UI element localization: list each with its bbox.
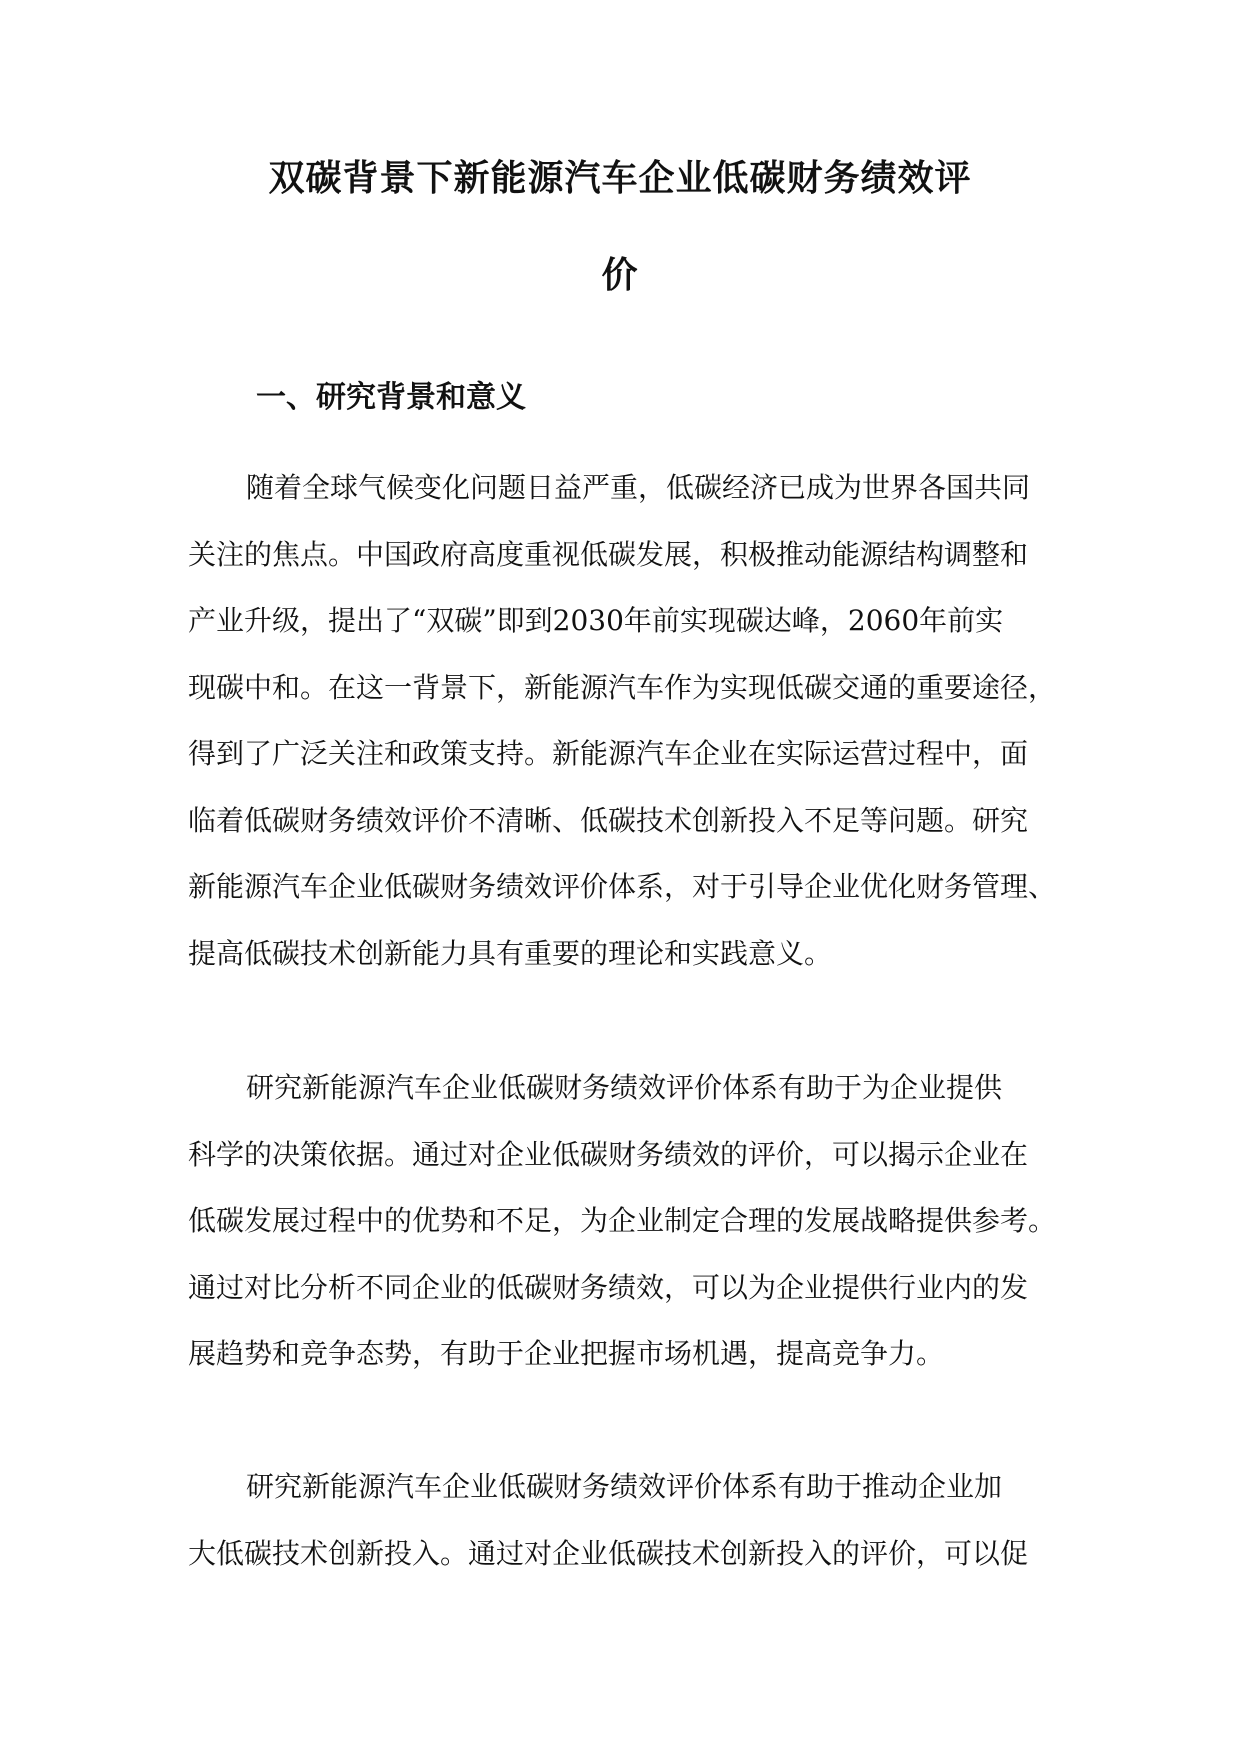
paragraph-3 <box>188 1454 1058 1587</box>
document-title-line-2: 价 <box>601 254 639 296</box>
document-title-line-1: 双碳背景下新能源汽车企业低碳财务绩效评 <box>268 157 972 199</box>
paragraph-line: 通过对比分析不同企业的低碳财务绩效，可以为企业提供行业内的发 <box>188 1270 1029 1304</box>
paragraph-line: 低碳发展过程中的优势和不足，为企业制定合理的发展战略提供参考。 <box>188 1204 1057 1237</box>
paragraph-line: 得到了广泛关注和政策支持。新能源汽车企业在实际运营过程中，面 <box>188 737 1029 770</box>
paragraph-line: 临着低碳财务绩效评价不清晰、低碳技术创新投入不足等问题。研究 <box>188 803 1029 837</box>
paragraph-line: 随着全球气候变化问题日益严重，低碳经济已成为世界各国共同 <box>246 471 1031 504</box>
paragraph-line: 展趋势和竞争态势，有助于企业把握市场机遇，提高竞争力。 <box>188 1337 945 1370</box>
paragraph-line: 新能源汽车企业低碳财务绩效评价体系，对于引导企业优化财务管理、 <box>188 870 1057 903</box>
paragraph-line: 关注的焦点。中国政府高度重视低碳发展，积极推动能源结构调整和 <box>188 537 1029 571</box>
paragraph-line: 现碳中和。在这一背景下，新能源汽车作为实现低碳交通的重要途径， <box>188 670 1057 704</box>
paragraph-line: 研究新能源汽车企业低碳财务绩效评价体系有助于为企业提供 <box>246 1071 1003 1104</box>
paragraph-line: 提高低碳技术创新能力具有重要的理论和实践意义。 <box>188 936 833 970</box>
paragraph-line: 大低碳技术创新投入。通过对企业低碳技术创新投入的评价，可以促 <box>188 1536 1029 1570</box>
paragraph-2 <box>188 1055 1058 1388</box>
paragraph-line: 科学的决策依据。通过对企业低碳财务绩效的评价，可以揭示企业在 <box>188 1137 1029 1171</box>
section-heading: 一、研究背景和意义 <box>256 380 526 415</box>
paragraph-line: 研究新能源汽车企业低碳财务绩效评价体系有助于推动企业加 <box>246 1470 1003 1503</box>
paragraph-line: 产业升级，提出了“双碳”即到2030年前实现碳达峰，2060年前实 <box>188 604 1004 637</box>
paragraph-1 <box>188 455 1058 987</box>
